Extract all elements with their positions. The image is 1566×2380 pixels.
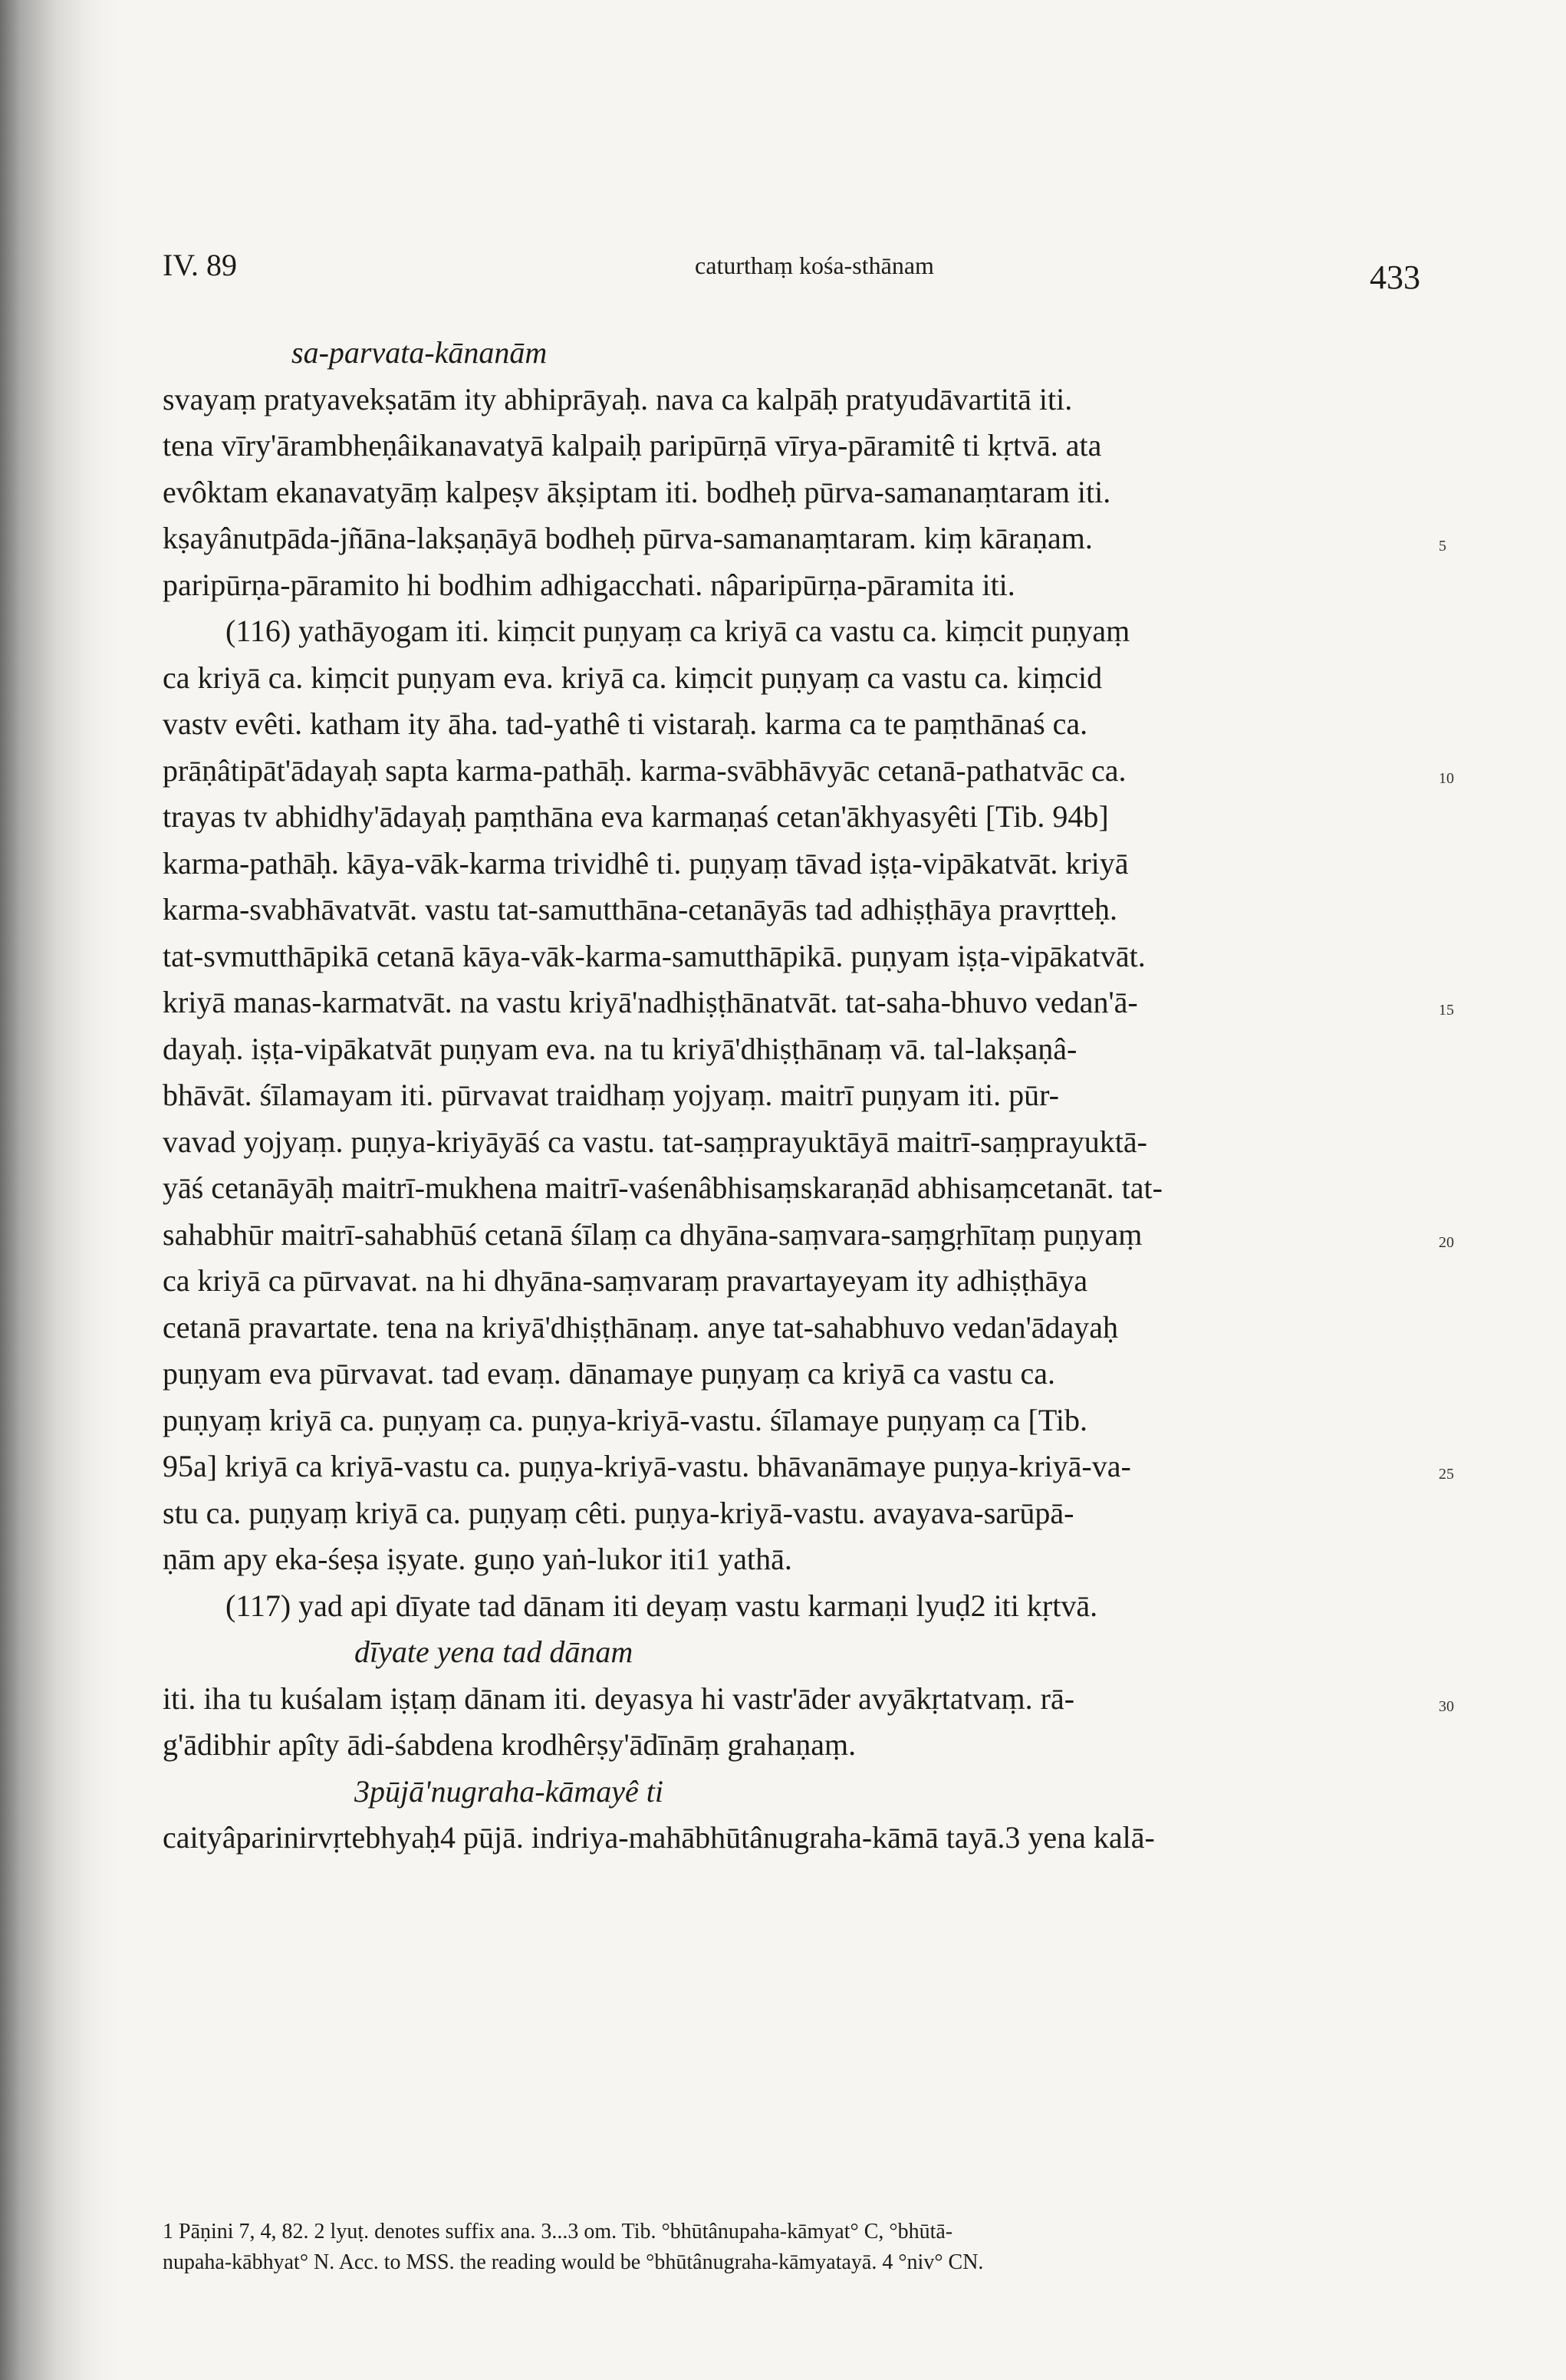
text-line: tat-svmutthāpikā cetanā kāya-vāk-karma-samutthāpikā. puṇyam iṣṭa-vipākatvāt. — [163, 938, 1146, 973]
text-line: svayaṃ pratyavekṣatām ity abhiprāyaḥ. nava ca kalpāḥ pratyudāvartitā iti. — [163, 381, 1073, 416]
running-head — [163, 247, 1466, 301]
text-line: bhāvāt. śīlamayam iti. pūrvavat traidhaṃ yojyaṃ. maitrī puṇyam iti. pūr- — [163, 1078, 1059, 1112]
text-line: ca kriyā ca pūrvavat. na hi dhyāna-saṃvaraṃ pravartayeyam ity adhiṣṭhāya — [163, 1263, 1088, 1298]
chapter-verse-ref: IV. 89 — [163, 248, 238, 282]
text-line: dīyate yena tad dānam — [354, 1634, 633, 1669]
text-line: vastv evêti. katham ity āha. tad-yathê ti vistaraḥ. karma ca te paṃthānaś ca. — [163, 706, 1088, 741]
text-line: cetanā pravartate. tena na kriyā'dhiṣṭhānaṃ. anye tat-sahabhuvo vedan'ādayaḥ — [163, 1309, 1119, 1345]
running-title: caturthaṃ kośa-sthānam — [695, 252, 934, 279]
text-line: sahabhūr maitrī-sahabhūś cetanā śīlaṃ ca dhyāna-saṃvara-saṃgṛhītaṃ puṇyaṃ 20 — [163, 1212, 1420, 1259]
line-number: 15 — [1439, 1002, 1454, 1019]
text-line: yāś cetanāyāḥ maitrī-mukhena maitrī-vaśenâbhisaṃskaraṇād abhisaṃcetanāt. tat- — [163, 1170, 1163, 1205]
line-number: 10 — [1439, 769, 1454, 787]
text-line: dayaḥ. iṣṭa-vipākatvāt puṇyam eva. na tu kriyā'dhiṣṭhānaṃ vā. tal-lakṣaṇâ- — [163, 1031, 1077, 1066]
text-line: iti. iha tu kuśalam iṣṭaṃ dānam iti. deyasya hi vastr'āder avyākṛtatvaṃ. rā- 30 — [163, 1676, 1420, 1723]
footnotes — [163, 2217, 1390, 2278]
text-line: prāṇâtipāt'ādayaḥ sapta karma-pathāḥ. karma-svābhāvyāc cetanā-pathatvāc ca. 10 — [163, 748, 1420, 795]
text-line: ṇām apy eka-śeṣa iṣyate. guṇo yaṅ-lukor iti1 yathā. — [163, 1542, 792, 1576]
text-line: g'ādibhir apîty ādi-śabdena krodhêrṣy'ādīnāṃ grahaṇaṃ. — [163, 1727, 857, 1762]
text-line: 3pūjā'nugraha-kāmayê ti — [354, 1773, 663, 1809]
line-number: 20 — [1439, 1233, 1454, 1251]
text-line: (116) yathāyogam iti. kiṃcit puṇyaṃ ca kriyā ca vastu ca. kiṃcit puṇyaṃ — [225, 614, 1130, 648]
text-line: sa-parvata-kānanām — [291, 335, 548, 370]
text-line: trayas tv abhidhy'ādayaḥ paṃthāna eva karmaṇaś cetan'ākhyasyêti [Tib. 94b] — [163, 799, 1109, 834]
main-text — [163, 330, 1454, 1862]
line-number: 25 — [1439, 1466, 1454, 1483]
text-line: paripūrṇa-pāramito hi bodhim adhigacchati. nâparipūrṇa-pāramita iti. — [163, 567, 1015, 602]
text-line: (117) yad api dīyate tad dānam iti deyaṃ vastu karmaṇi lyuḍ2 iti kṛtvā. — [225, 1588, 1098, 1623]
text-line: stu ca. puṇyaṃ kriyā ca. puṇyaṃ cêti. puṇya-kriyā-vastu. avayava-sarūpā- — [163, 1495, 1074, 1530]
text-line: evôktam ekanavatyāṃ kalpeṣv ākṣiptam iti. bodheḥ pūrva-samanaṃtaram iti. — [163, 474, 1111, 509]
text-line: ca kriyā ca. kiṃcit puṇyam eva. kriyā ca. kiṃcit puṇyaṃ ca vastu ca. kiṃcid — [163, 660, 1103, 695]
text-line: caityâparinirvṛtebhyaḥ4 pūjā. indriya-mahābhūtânugraha-kāmā tayā.3 yena kalā- — [163, 1820, 1155, 1855]
text-line: puṇyam eva pūrvavat. tad evaṃ. dānamaye puṇyaṃ ca kriyā ca vastu ca. — [163, 1356, 1055, 1391]
footnote-line: 1 Pāṇini 7, 4, 82. 2 lyuṭ. denotes suffix ana. 3...3 om. Tib. °bhūtânupaha-kāmyat° C, °bhūtā- — [163, 2220, 953, 2243]
text-line: tena vīry'ārambheṇâikanavatyā kalpaiḥ paripūrṇā vīrya-pāramitê ti kṛtvā. ata — [163, 428, 1102, 463]
text-line: karma-pathāḥ. kāya-vāk-karma trividhê ti. puṇyaṃ tāvad iṣṭa-vipākatvāt. kriyā — [163, 845, 1129, 881]
text-line: vavad yojyaṃ. puṇya-kriyāyāś ca vastu. tat-saṃprayuktāyā maitrī-saṃprayuktā- — [163, 1124, 1147, 1159]
footnote-line: nupaha-kābhyat° N. Acc. to MSS. the reading would be °bhūtânugraha-kāmyatayā. 4 °niv° CN. — [163, 2250, 984, 2274]
text-line: kṣayânutpāda-jñāna-lakṣaṇāyā bodheḥ pūrva-samanaṃtaram. kiṃ kāraṇam. 5 — [163, 515, 1420, 562]
text-line: karma-svabhāvatvāt. vastu tat-samutthāna-cetanāyās tad adhiṣṭhāya pravṛtteḥ. — [163, 892, 1118, 927]
text-line: kriyā manas-karmatvāt. na vastu kriyā'nadhiṣṭhānatvāt. tat-saha-bhuvo vedan'ā- 15 — [163, 979, 1420, 1026]
line-number: 30 — [1439, 1697, 1454, 1715]
line-number: 5 — [1439, 538, 1446, 555]
text-line: 95a] kriyā ca kriyā-vastu ca. puṇya-kriyā-vastu. bhāvanāmaye puṇya-kriyā-va- 25 — [163, 1443, 1420, 1490]
text-line: puṇyaṃ kriyā ca. puṇyaṃ ca. puṇya-kriyā-vastu. śīlamaye puṇyaṃ ca [Tib. — [163, 1402, 1087, 1437]
page-number: 433 — [1370, 258, 1420, 296]
